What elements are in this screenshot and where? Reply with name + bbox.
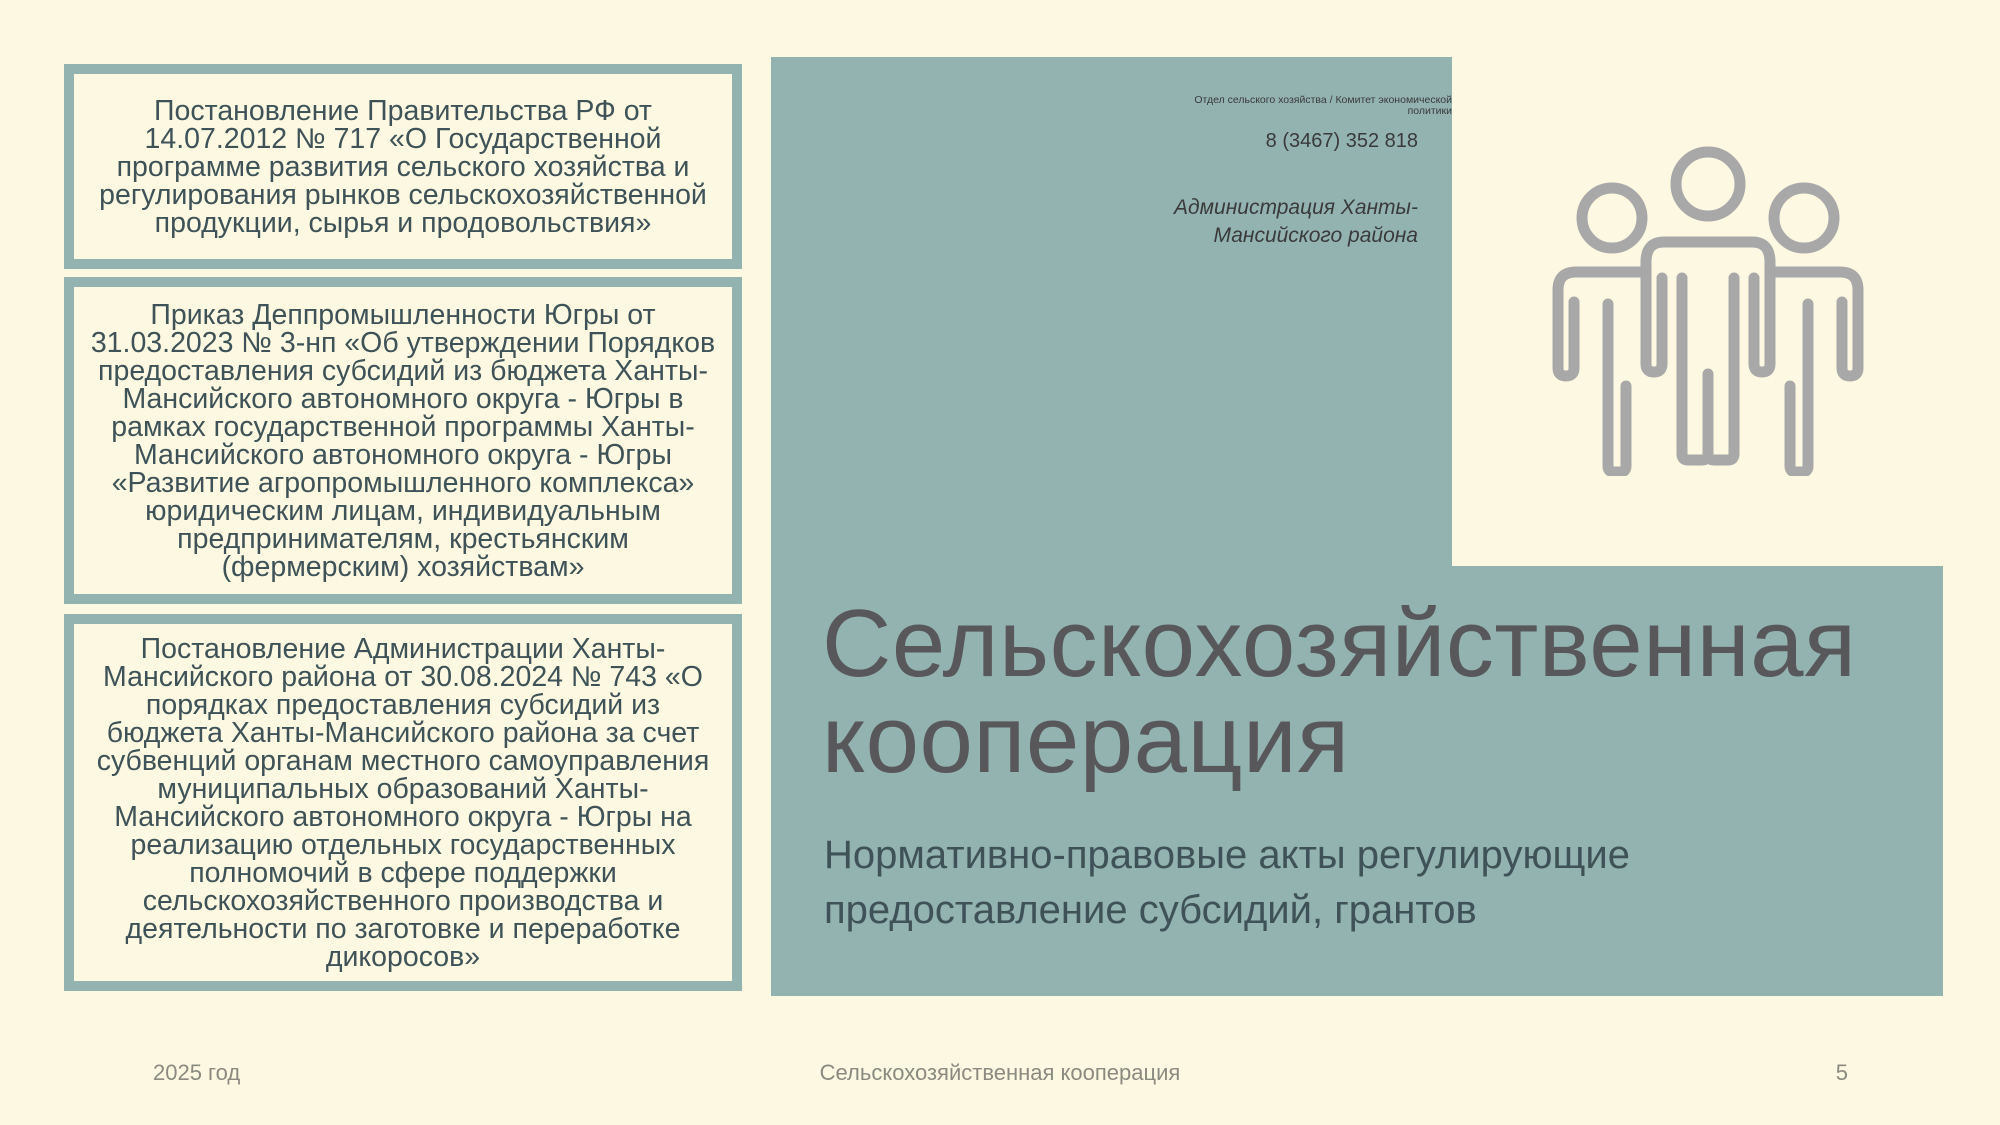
slide-title: Сельскохозяйственная кооперация <box>822 590 1857 793</box>
organization-name: Администрация Ханты-Мансийского района <box>1174 196 1418 247</box>
legal-act-box-1 <box>64 64 742 269</box>
legal-act-text-2: Приказ Деппромышленности Югры от 31.03.2023 № 3-нп «Об утверждении Порядков предоставления субсидий из бюджета Ханты-Мансийского автономного округа - Югры в рамках государственной программы Ханты-Мансийского автономного округа - Югры «Развитие агропромышленного комплекса» юридическим лицам, индивидуальным предпринимателям, крестьянским (фермерским) хозяйствам» <box>90 298 716 583</box>
legal-act-box-2 <box>64 277 742 604</box>
legal-act-text-1: Постановление Правительства РФ от 14.07.2012 № 717 «О Государственной программе развития сельского хозяйства и регулирования рынков сельскохозяйственной продукции, сырья и продовольствия» <box>99 94 707 239</box>
people-group-icon <box>1548 146 1868 476</box>
legal-act-text-3: Постановление Администрации Ханты-Мансийского района от 30.08.2024 № 743 «О порядках предоставления субсидий из бюджета Ханты-Мансийского района за счет субвенций органам местного самоуправления муниципальных образований Ханты-Мансийского автономного округа - Югры на реализацию отдельных государственных полномочий в сфере поддержки сельскохозяйственного производства и деятельности по заготовке и переработке дикоросов» <box>96 632 710 973</box>
department-label: Отдел сельского хозяйства / Комитет экономической политики <box>1194 94 1452 117</box>
footer-title: Сельскохозяйственная кооперация <box>819 1060 1181 1085</box>
slide-number: 5 <box>1835 1060 1848 1085</box>
slide-subtitle: Нормативно-правовые акты регулирующие предоставление субсидий, грантов <box>824 833 1630 932</box>
legal-act-box-3 <box>64 614 742 991</box>
phone-number: 8 (3467) 352 818 <box>1265 130 1418 152</box>
footer-year: 2025 год <box>153 1060 241 1085</box>
